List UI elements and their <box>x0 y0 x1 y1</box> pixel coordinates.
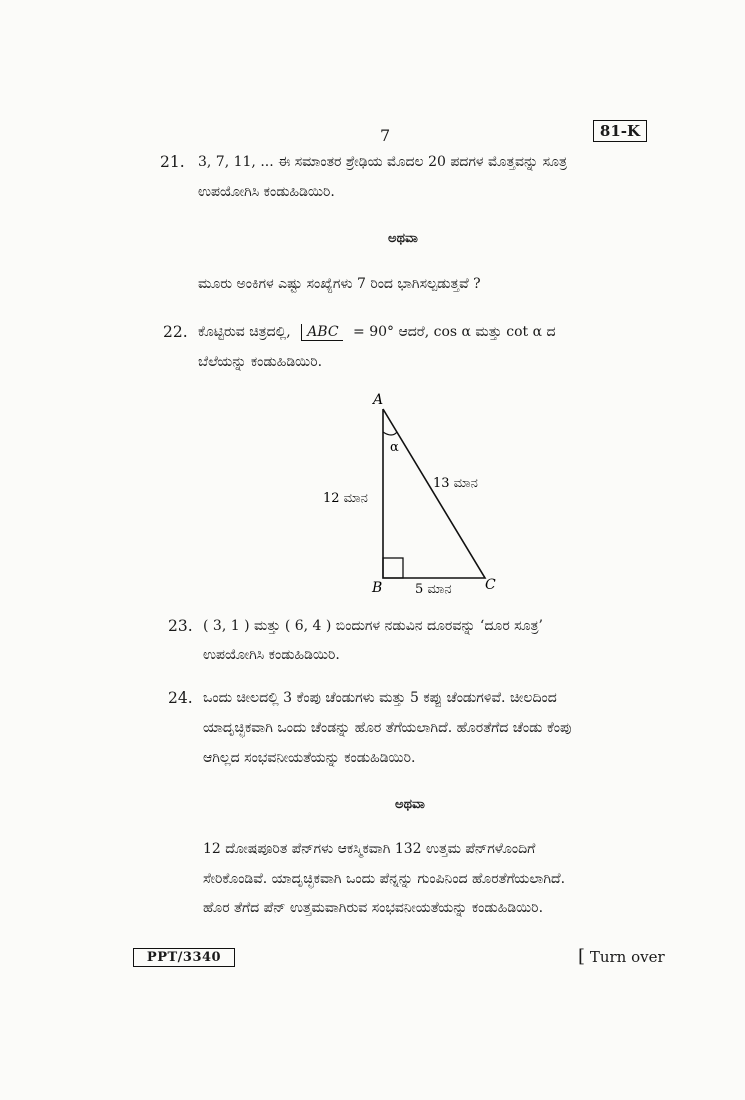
question-alt-text: ಹೊರ ತೆಗೆದ ಪೆನ್ ಉತ್ತಮವಾಗಿರುವ ಸಂಭವನೀಯತೆಯನ್ನು ಕಂಡುಹಿಡಿಯಿರಿ. <box>203 900 544 916</box>
angle-alpha-label: α <box>390 440 399 455</box>
angle-name: ABC <box>307 324 339 340</box>
vertex-c-label: C <box>485 577 496 593</box>
question-alt-text: ಸೇರಿಕೊಂಡಿವೆ. ಯಾದೃಚ್ಛಿಕವಾಗಿ ಒಂದು ಪೆನ್ನನ್ನು ಗುಂಪಿನಿಂದ ಹೊರತೆಗೆಯಲಾಗಿದೆ. <box>203 871 566 887</box>
question-alt-text: ಮೂರು ಅಂಕಿಗಳ ಎಷ್ಟು ಸಂಖ್ಯೆಗಳು 7 ರಿಂದ ಭಾಗಿಸಲ್ಪಡುತ್ತವೆ ? <box>198 276 481 292</box>
question-text-line: ಬೆಲೆಯನ್ನು ಕಂಡುಹಿಡಿಯಿರಿ. <box>198 354 323 370</box>
paper-code-badge: 81-K <box>593 120 647 142</box>
question-text-line: ಒಂದು ಚೀಲದಲ್ಲಿ 3 ಕೆಂಪು ಚೆಂಡುಗಳು ಮತ್ತು 5 ಕಪ್ಪು ಚೆಂಡುಗಳಿವೆ. ಚೀಲದಿಂದ <box>203 690 557 706</box>
vertex-a-label: A <box>373 392 384 408</box>
turn-over-label: Turn over <box>589 948 665 966</box>
question-text-line <box>198 324 556 341</box>
or-label: ಅಥವಾ <box>388 231 418 246</box>
page-number: 7 <box>380 126 391 145</box>
question-text-line: ಆಗಿಲ್ಲದ ಸಂಭವನೀಯತೆಯನ್ನು ಕಂಡುಹಿಡಿಯಿರಿ. <box>203 750 416 766</box>
question-alt-text: 12 ದೋಷಪೂರಿತ ಪೆನ್‌ಗಳು ಆಕಸ್ಮಿಕವಾಗಿ 132 ಉತ್ತಮ ಪೆನ್‌ಗಳೊಂದಿಗೆ <box>203 841 536 857</box>
question-text-line: ಉಪಯೋಗಿಸಿ ಕಂಡುಹಿಡಿಯಿರಿ. <box>203 647 340 663</box>
question-number: 21. <box>160 153 185 171</box>
question-number: 22. <box>163 323 188 341</box>
question-number: 23. <box>168 617 193 635</box>
triangle-figure <box>300 385 520 600</box>
side-ac-label: 13 ಮಾನ <box>433 476 478 491</box>
question-text-line: ಯಾದೃಚ್ಛಿಕವಾಗಿ ಒಂದು ಚೆಂಡನ್ನು ಹೊರ ತೆಗೆಯಲಾಗಿದೆ. ಹೊರತೆಗೆದ ಚೆಂಡು ಕೆಂಪು <box>203 720 572 736</box>
question-text-suffix: = 90° ಆದರೆ, cos α ಮತ್ತು cot α ದ <box>353 324 556 340</box>
footer-paper-code: PPT/3340 <box>133 948 235 967</box>
angle-alpha-arc <box>383 432 397 435</box>
side-bc-label: 5 ಮಾನ <box>415 582 452 597</box>
bracket-mark: [ <box>578 946 586 967</box>
question-text-line: ( 3, 1 ) ಮತ್ತು ( 6, 4 ) ಬಿಂದುಗಳ ನಡುವಿನ ದೂರವನ್ನು ‘ದೂರ ಸೂತ್ರ’ <box>203 618 544 634</box>
angle-symbol <box>301 324 342 341</box>
triangle-outline <box>383 409 485 578</box>
question-text-prefix: ಕೊಟ್ಟಿರುವ ಚಿತ್ರದಲ್ಲಿ, <box>198 324 291 340</box>
question-number: 24. <box>168 689 193 707</box>
question-text-line: 3, 7, 11, ... ಈ ಸಮಾಂತರ ಶ್ರೇಢಿಯ ಮೊದಲ 20 ಪದಗಳ ಮೊತ್ತವನ್ನು ಸೂತ್ರ <box>198 154 567 170</box>
right-angle-marker <box>383 558 403 578</box>
or-label: ಅಥವಾ <box>395 797 425 812</box>
question-text-line: ಉಪಯೋಗಿಸಿ ಕಂಡುಹಿಡಿಯಿರಿ. <box>198 184 335 200</box>
side-ab-label: 12 ಮಾನ <box>323 491 368 506</box>
vertex-b-label: B <box>372 580 383 596</box>
turn-over-note <box>578 946 665 967</box>
